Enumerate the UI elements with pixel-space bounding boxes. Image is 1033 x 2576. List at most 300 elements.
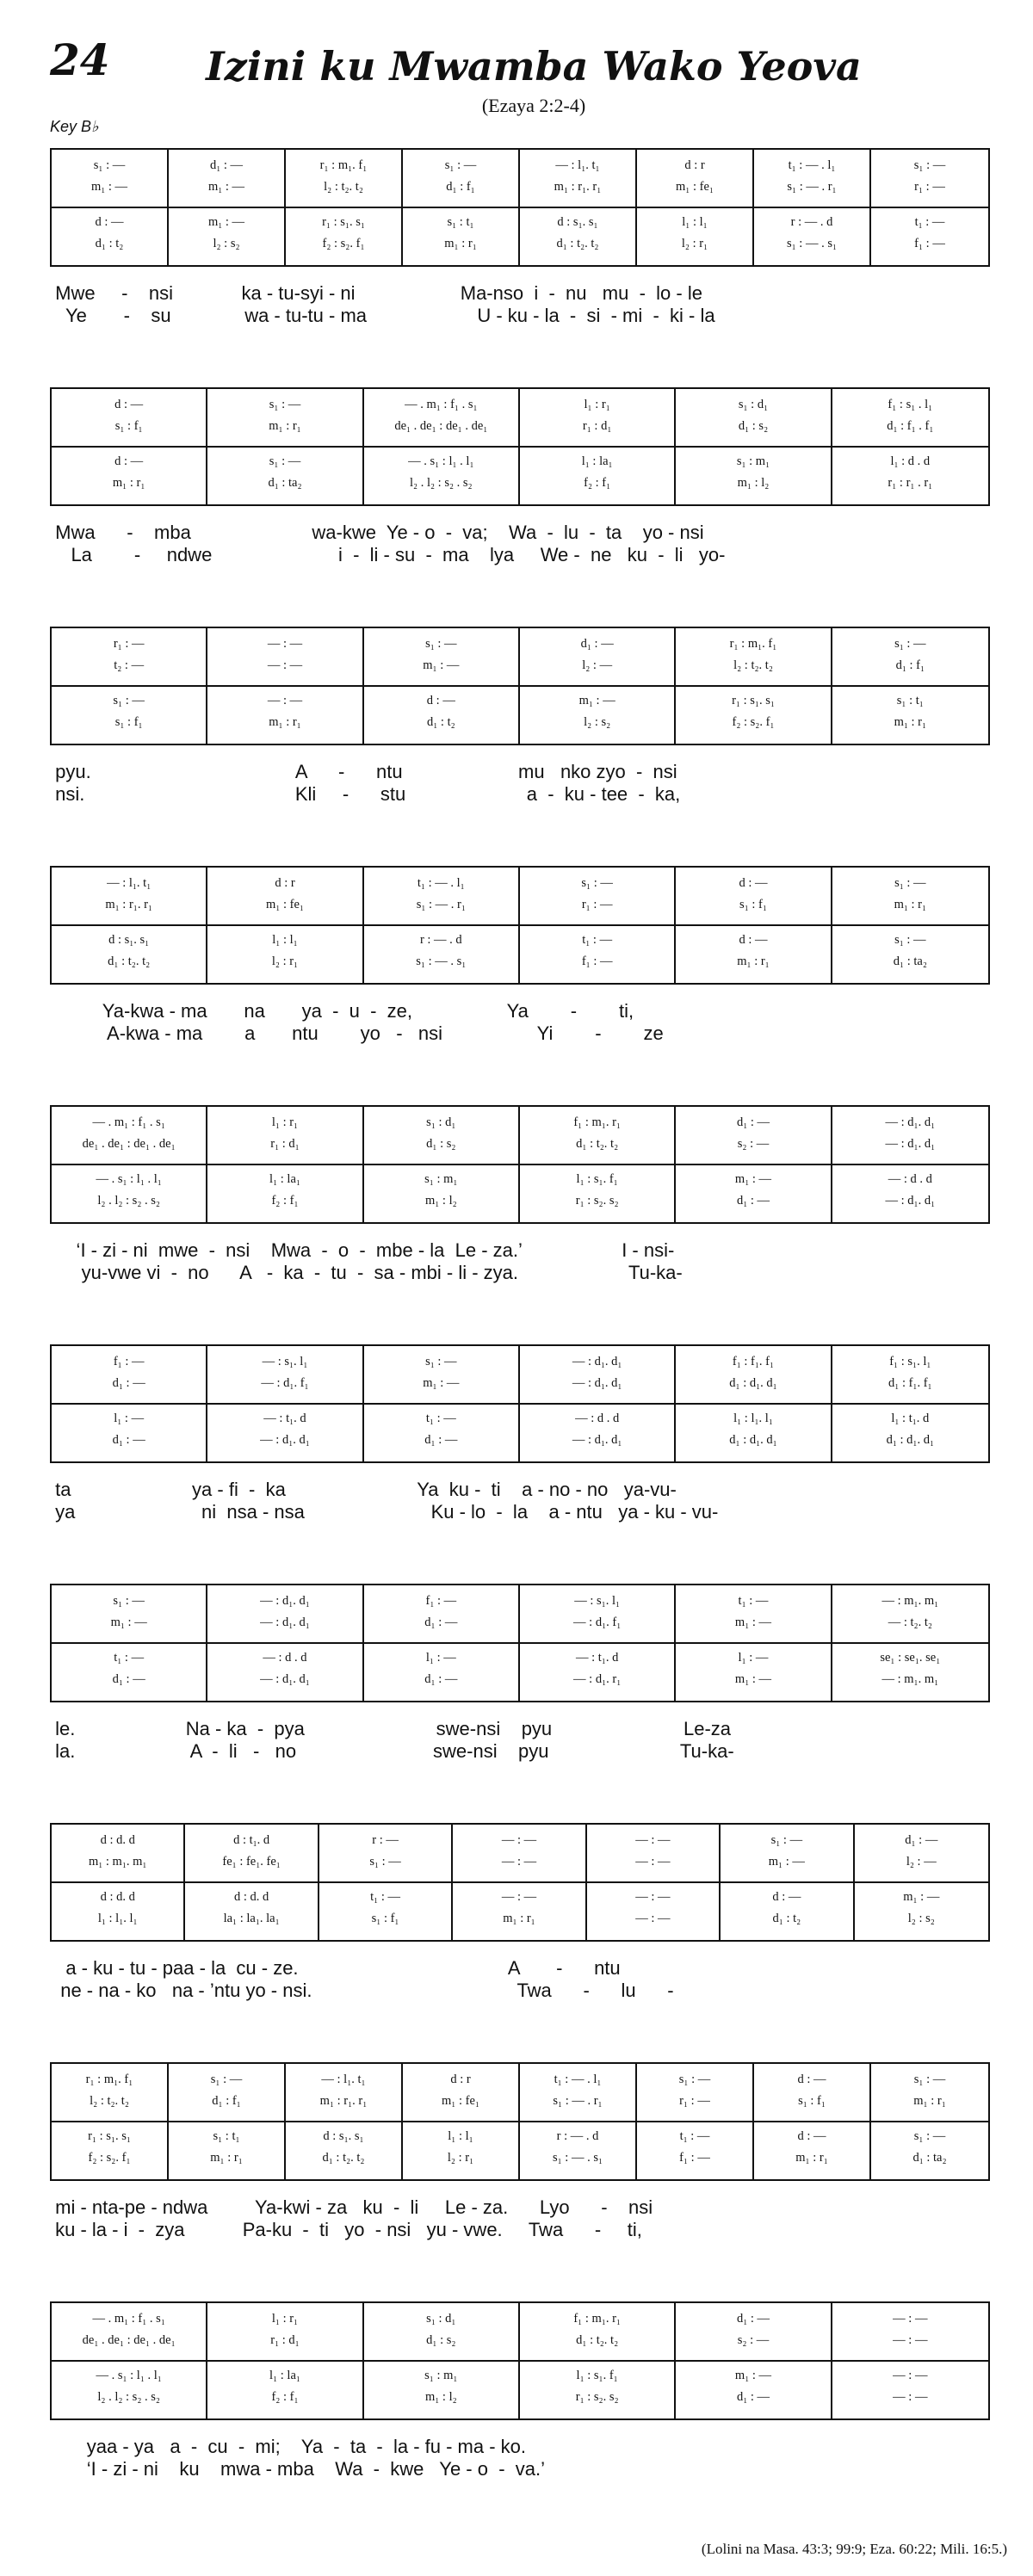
voice-notes: s₁ : d₁ [738, 398, 769, 411]
voice-notes: r₁ : d₁ [582, 419, 612, 433]
voice-notes: f₁ : m₁. r₁ [573, 2312, 621, 2326]
voice-notes: — : d₁. d₁ [572, 1355, 622, 1368]
measure [871, 2064, 988, 2179]
measure [207, 2303, 363, 2418]
voice-notes: d₁ : — [905, 1833, 938, 1847]
measure [207, 1346, 363, 1461]
voice-notes: r₁ : s₂. s₂ [575, 1194, 619, 1208]
voice-notes: m₁ : r₁ [210, 2151, 243, 2165]
voice-notes: s₁ : — . s₁ [786, 237, 838, 250]
voice-notes: f₁ : — [425, 1594, 457, 1608]
measure [637, 2064, 754, 2179]
song-title: Izini ku Mwamba Wako Yeova [206, 43, 862, 90]
voice-notes: f₁ : — [113, 1355, 145, 1368]
measure [52, 1825, 185, 1940]
voice-notes: m₁ : l₂ [737, 476, 770, 490]
voice-notes: d₁ : — [209, 158, 244, 172]
music-system [50, 1105, 990, 1283]
voice-notes: l₂ : — [582, 658, 613, 672]
voice-notes: d₁ : — [112, 1376, 145, 1390]
voice-notes: — : — [635, 1912, 671, 1925]
voice-notes: m₁ : r₁. r₁ [105, 898, 152, 911]
voice-notes: m₁ : r₁ [269, 715, 301, 729]
voice-notes: — : d₁. f₁ [261, 1376, 309, 1390]
voice-notes: de₁ . de₁ : de₁ . de₁ [394, 419, 488, 433]
voice-notes: l₁ : la₁ [581, 454, 613, 468]
voice-notes: s₁ : — . r₁ [416, 898, 466, 911]
voice-notes: m₁ : — [734, 1172, 772, 1186]
voice-notes: m₁ : — [207, 180, 245, 194]
lyrics-line: ne - na - ko na - ’ntu yo - nsi. Twa - lu - [50, 1980, 674, 2001]
measure [207, 868, 363, 983]
voice-notes: d₁ : f₁ [212, 2094, 241, 2108]
key-signature: Key B♭ [50, 118, 99, 135]
voice-notes: m₁ : r₁ [795, 2151, 828, 2165]
solfa-staff [50, 2301, 990, 2420]
solfa-staff [50, 148, 990, 267]
voice-notes: — : t₁. d [263, 1412, 306, 1425]
voice-notes: d₁ : d₁. d₁ [729, 1433, 777, 1447]
lyrics-line: ku - la - i - zya Pa-ku - ti yo - nsi yu - vwe. Twa - ti, [50, 2219, 642, 2240]
music-system [50, 1584, 990, 1762]
measure [52, 150, 169, 265]
voice-notes: f₁ : — [581, 954, 613, 968]
voice-notes: l₁ : la₁ [269, 1172, 300, 1186]
voice-notes: d₁ : ta₂ [268, 476, 302, 490]
voice-notes: s₁ : d₁ [426, 1115, 456, 1129]
voice-notes: d₁ : s₂ [738, 419, 769, 433]
measure [520, 1346, 676, 1461]
voice-notes: — : d₁. d₁ [885, 1115, 936, 1129]
voice-notes: d₁ : — [112, 1433, 145, 1447]
voice-notes: l₂ : r₁ [447, 2151, 474, 2165]
voice-notes: m₁ : fe₁ [442, 2094, 479, 2108]
voice-notes: m₁ : r₁. r₁ [554, 180, 602, 194]
voice-notes: l₂ . l₂ : s₂ . s₂ [97, 1194, 160, 1208]
voice-notes: s₁ : m₁ [424, 2369, 458, 2382]
measure [52, 1107, 207, 1222]
solfa-staff [50, 387, 990, 506]
voice-notes: r₁ : — [113, 637, 145, 651]
measure [676, 628, 832, 744]
voice-notes: m₁ : r₁ [503, 1912, 535, 1925]
voice-notes: — : — [267, 658, 303, 672]
voice-notes: f₁ : s₁. l₁ [889, 1355, 931, 1368]
voice-notes: s₁ : f₁ [114, 715, 143, 729]
voice-notes: r₁ : s₁. s₁ [88, 2129, 131, 2143]
voice-notes: — : s₁. l₁ [262, 1355, 308, 1368]
voice-notes: m₁ : — [768, 1855, 805, 1869]
voice-notes: f₁ : f₁. f₁ [732, 1355, 775, 1368]
voice-notes: — : d₁. r₁ [573, 1672, 622, 1686]
voice-notes: d : — [114, 454, 144, 468]
measure [207, 389, 363, 504]
voice-notes: d₁ : f₁ [895, 658, 925, 672]
voice-notes: s₁ : — [894, 876, 926, 890]
measure [364, 868, 520, 983]
voice-notes: — . m₁ : f₁ . s₁ [405, 398, 478, 411]
voice-notes: s₂ : — [737, 1137, 770, 1151]
voice-notes: l₂ : t₂. t₂ [90, 2094, 129, 2108]
voice-notes: — : — [893, 2312, 928, 2326]
voice-notes: l₁ : la₁ [269, 2369, 300, 2382]
measure [676, 868, 832, 983]
measure [520, 2303, 676, 2418]
voice-notes: d₁ : f₁ . f₁ [887, 419, 934, 433]
scripture-reference: (Ezaya 2:2-4) [481, 95, 586, 116]
voice-notes: l₂ : s₂ [584, 715, 611, 729]
measure [520, 389, 676, 504]
voice-notes: r₁ : — [679, 2094, 710, 2108]
voice-notes: s₁ : — [93, 158, 126, 172]
voice-notes: f₂ : s₂. f₁ [732, 715, 775, 729]
voice-notes: d₁ : ta₂ [912, 2151, 947, 2165]
voice-notes: d : s₁. s₁ [323, 2129, 364, 2143]
voice-notes: s₁ : — [770, 1833, 803, 1847]
lyrics-line: yu-vwe vi - no A - ka - tu - sa - mbi - li - zya. Tu-ka- [50, 1262, 683, 1283]
measure [520, 1107, 676, 1222]
voice-notes: r₁ : d₁ [270, 2333, 300, 2347]
voice-notes: r : — . d [556, 2129, 599, 2143]
voice-notes: r₁ : m₁. f₁ [319, 158, 368, 172]
voice-notes: d₁ : d₁. d₁ [886, 1433, 935, 1447]
voice-notes: — . s₁ : l₁ . l₁ [408, 454, 474, 468]
voice-notes: d₁ : — [424, 1433, 458, 1447]
voice-notes: m₁ : r₁. r₁ [319, 2094, 368, 2108]
voice-notes: d₁ : — [736, 1194, 770, 1208]
voice-notes: s₁ : — [425, 637, 457, 651]
voice-notes: s₁ : — [894, 933, 926, 947]
voice-notes: d₁ : t₂ [772, 1912, 801, 1925]
measure [364, 2303, 520, 2418]
voice-notes: fe₁ : fe₁. fe₁ [222, 1855, 281, 1869]
voice-notes: d : — [739, 876, 768, 890]
voice-notes: l₂ : s₂ [907, 1912, 935, 1925]
voice-notes: s₁ : — . r₁ [553, 2094, 603, 2108]
measure [364, 1585, 520, 1701]
measure [185, 1825, 319, 1940]
voice-notes: m₁ : r₁ [894, 715, 927, 729]
measure [676, 1107, 832, 1222]
footer-credit: (Lolini na Masa. 43:3; 99:9; Eza. 60:22; Mili. 16:5.) [701, 2541, 1007, 2557]
voice-notes: — : d . d [575, 1412, 620, 1425]
voice-notes: s₁ : — [678, 2073, 711, 2086]
lyrics-line: A-kwa - ma a ntu yo - nsi Yi - ze [50, 1022, 664, 1044]
music-system [50, 2301, 990, 2480]
voice-notes: m₁ : — [734, 1672, 772, 1686]
voice-notes: m₁ : — [734, 2369, 772, 2382]
measure [754, 2064, 871, 2179]
measure [169, 150, 286, 265]
music-system [50, 2062, 990, 2240]
voice-notes: l₂ : r₁ [271, 954, 299, 968]
voice-notes: s₁ : — [913, 2129, 946, 2143]
voice-notes: l₂ : s₂ [213, 237, 240, 250]
solfa-staff [50, 1584, 990, 1702]
measure [403, 150, 520, 265]
voice-notes: — : l₁. t₁ [107, 876, 152, 890]
voice-notes: t₁ : — . l₁ [417, 876, 465, 890]
voice-notes: d : t₁. d [233, 1833, 270, 1847]
voice-notes: s₁ : m₁ [736, 454, 770, 468]
voice-notes: f₁ : — [914, 237, 945, 250]
voice-notes: de₁ . de₁ : de₁ . de₁ [82, 1137, 176, 1151]
voice-notes: m₁ : — [90, 180, 128, 194]
solfa-staff [50, 2062, 990, 2181]
music-system [50, 387, 990, 565]
lyrics-line: Ya-kwa - ma na ya - u - ze, Ya - ti, [50, 1000, 634, 1022]
voice-notes: d : — [95, 215, 124, 229]
voice-notes: l₁ : l₁ [448, 2129, 473, 2143]
lyrics-line: Ye - su wa - tu-tu - ma U - ku - la - si - mi - ki - la [50, 305, 715, 326]
voice-notes: m₁ : r₁ [737, 954, 770, 968]
voice-notes: d : d. d [100, 1833, 135, 1847]
voice-notes: la₁ : la₁. la₁ [223, 1912, 280, 1925]
lyrics-line: Mwa - mba wa-kwe Ye - o - va; Wa - lu - ta yo - nsi [50, 522, 704, 543]
voice-notes: — : — [635, 1890, 671, 1904]
voice-notes: m₁ : r₁ [894, 898, 927, 911]
voice-notes: d : d. d [233, 1890, 269, 1904]
voice-notes: m₁ : — [423, 658, 460, 672]
voice-notes: — . m₁ : f₁ . s₁ [92, 2312, 165, 2326]
measure [832, 1346, 988, 1461]
voice-notes: m₁ : r₁ [112, 476, 145, 490]
voice-notes: m₁ : r₁ [269, 419, 301, 433]
voice-notes: — : — [635, 1855, 671, 1869]
voice-notes: l₁ : l₁ [682, 215, 708, 229]
voice-notes: f₂ : f₁ [271, 2390, 299, 2404]
voice-notes: — : t₁. d [575, 1651, 619, 1665]
lyrics-line: a - ku - tu - paa - la cu - ze. A - ntu [50, 1957, 621, 1979]
voice-notes: l₁ : r₁ [271, 1115, 299, 1129]
solfa-staff [50, 1344, 990, 1463]
measure [364, 389, 520, 504]
measure [676, 389, 832, 504]
voice-notes: — : d . d [263, 1651, 307, 1665]
voice-notes: — : d₁. d₁ [260, 1672, 310, 1686]
voice-notes: l₁ : — [738, 1651, 769, 1665]
voice-notes: l₂ : — [906, 1855, 937, 1869]
voice-notes: — : — [501, 1833, 537, 1847]
voice-notes: m₁ : l₂ [424, 1194, 457, 1208]
lyrics-line: ‘I - zi - ni ku mwa - mba Wa - kwe Ye - o - va.’ [50, 2458, 545, 2480]
measure [207, 1585, 363, 1701]
measure [520, 1585, 676, 1701]
voice-notes: r₁ : — [581, 898, 613, 911]
voice-notes: l₁ : d . d [890, 454, 931, 468]
voice-notes: d₁ : — [424, 1672, 458, 1686]
voice-notes: m₁ : m₁. m₁ [88, 1855, 147, 1869]
measure [676, 2303, 832, 2418]
voice-notes: s₁ : — [113, 694, 145, 707]
lyrics-line: Mwe - nsi ka - tu-syi - ni Ma-nso i - nu mu - lo - le [50, 282, 702, 304]
lyrics-line: mi - nta-pe - ndwa Ya-kwi - za ku - li Le - za. Lyo - nsi [50, 2196, 653, 2218]
voice-notes: f₁ : — [679, 2151, 710, 2165]
voice-notes: de₁ . de₁ : de₁ . de₁ [82, 2333, 176, 2347]
voice-notes: r₁ : m₁. f₁ [729, 637, 777, 651]
voice-notes: l₁ : l₁. l₁ [97, 1912, 138, 1925]
music-system [50, 627, 990, 805]
voice-notes: t₁ : — [914, 215, 945, 229]
measure [832, 1107, 988, 1222]
voice-notes: d : — [426, 694, 455, 707]
voice-notes: r : — . d [790, 215, 833, 229]
voice-notes: f₁ : s₁ . l₁ [888, 398, 933, 411]
voice-notes: r₁ : d₁ [270, 1137, 300, 1151]
voice-notes: d : s₁. s₁ [108, 933, 150, 947]
lyrics-line: yaa - ya a - cu - mi; Ya - ta - la - fu - ma - ko. [50, 2436, 526, 2457]
voice-notes: m₁ : fe₁ [676, 180, 714, 194]
measure [832, 1585, 988, 1701]
voice-notes: d : — [772, 1890, 801, 1904]
voice-notes: — : d₁. d₁ [260, 1615, 310, 1629]
measure [587, 1825, 721, 1940]
voice-notes: m₁ : — [578, 694, 615, 707]
voice-notes: d : — [797, 2073, 826, 2086]
voice-notes: l₁ : t₁. d [891, 1412, 930, 1425]
voice-notes: s₁ : — [269, 454, 301, 468]
voice-notes: r₁ : m₁. f₁ [85, 2073, 133, 2086]
voice-notes: r₁ : — [914, 180, 945, 194]
voice-notes: d₁ : — [424, 1615, 458, 1629]
voice-notes: t₂ : — [114, 658, 145, 672]
voice-notes: d₁ : ta₂ [893, 954, 927, 968]
voice-notes: d₁ : — [736, 1115, 770, 1129]
voice-notes: m₁ : — [207, 215, 245, 229]
voice-notes: — : — [635, 1833, 671, 1847]
voice-notes: — : — [501, 1890, 537, 1904]
voice-notes: — : d . d [888, 1172, 932, 1186]
voice-notes: f₂ : s₂. f₁ [322, 237, 365, 250]
voice-notes: d₁ : — [580, 637, 614, 651]
measure [364, 1346, 520, 1461]
measure [403, 2064, 520, 2179]
voice-notes: t₁ : — [738, 1594, 769, 1608]
voice-notes: r : — [372, 1833, 399, 1847]
measure [520, 868, 676, 983]
voice-notes: d : s₁. s₁ [557, 215, 598, 229]
measure [832, 628, 988, 744]
voice-notes: — : d₁. d₁ [885, 1194, 936, 1208]
measure [286, 150, 403, 265]
voice-notes: s₁ : — [425, 1355, 457, 1368]
voice-notes: r₁ : s₁. s₁ [322, 215, 365, 229]
voice-notes: l₂ : t₂. t₂ [324, 180, 363, 194]
measure [207, 628, 363, 744]
lyrics-line: pyu. A - ntu mu nko zyo - nsi [50, 761, 677, 782]
voice-notes: — . m₁ : f₁ . s₁ [92, 1115, 165, 1129]
voice-notes: d₁ : t₂. t₂ [576, 1137, 619, 1151]
voice-notes: — : s₁. l₁ [574, 1594, 621, 1608]
measure [52, 2064, 169, 2179]
measure [754, 150, 871, 265]
voice-notes: m₁ : r₁ [913, 2094, 946, 2108]
measure [871, 150, 988, 265]
voice-notes: — . s₁ : l₁ . l₁ [96, 1172, 162, 1186]
lyrics-line: La - ndwe i - li - su - ma lya We - ne ku - li yo- [50, 544, 726, 565]
voice-notes: l₂ : t₂. t₂ [733, 658, 773, 672]
voice-notes: t₁ : — [582, 933, 613, 947]
voice-notes: t₁ : — [114, 1651, 145, 1665]
voice-notes: s₁ : — . s₁ [416, 954, 467, 968]
voice-notes: s₁ : — . r₁ [787, 180, 837, 194]
voice-notes: m₁ : r₁ [444, 237, 477, 250]
voice-notes: s₁ : — [581, 876, 613, 890]
voice-notes: l₂ . l₂ : s₂ . s₂ [410, 476, 473, 490]
voice-notes: — : — [501, 1855, 537, 1869]
voice-notes: d₁ : t₂. t₂ [322, 2151, 365, 2165]
solfa-staff [50, 1823, 990, 1942]
measure [832, 2303, 988, 2418]
solfa-staff [50, 866, 990, 985]
voice-notes: — . s₁ : l₁ . l₁ [96, 2369, 162, 2382]
voice-notes: l₁ : r₁ [584, 398, 610, 411]
voice-notes: d₁ : s₂ [426, 2333, 456, 2347]
measure [207, 1107, 363, 1222]
voice-notes: l₁ : — [114, 1412, 145, 1425]
voice-notes: d : — [739, 933, 768, 947]
voice-notes: — : m₁. m₁ [881, 1672, 939, 1686]
voice-notes: s₁ : — [913, 2073, 946, 2086]
voice-notes: — : m₁. m₁ [881, 1594, 939, 1608]
voice-notes: s₁ : t₁ [447, 215, 474, 229]
lyrics-line: ‘I - zi - ni mwe - nsi Mwa - o - mbe - la Le - za.’ I - nsi- [50, 1239, 675, 1261]
measure [52, 1585, 207, 1701]
voice-notes: l₁ : r₁ [271, 2312, 299, 2326]
voice-notes: f₂ : f₁ [584, 476, 611, 490]
measure [676, 1346, 832, 1461]
voice-notes: f₂ : f₁ [271, 1194, 299, 1208]
voice-notes: — : — [893, 2390, 928, 2404]
voice-notes: — : — [893, 2333, 928, 2347]
lyrics-line: le. Na - ka - pya swe-nsi pyu Le-za [50, 1718, 732, 1739]
voice-notes: d₁ : — [112, 1672, 145, 1686]
voice-notes: se₁ : se₁. se₁ [880, 1651, 941, 1665]
lyrics-line: ta ya - fi - ka Ya ku - ti a - no - no ya-vu- [50, 1479, 677, 1500]
voice-notes: d : — [797, 2129, 826, 2143]
lyrics-line: ya ni nsa - nsa Ku - lo - la a - ntu ya - ku - vu- [50, 1501, 719, 1523]
voice-notes: r₁ : r₁ . r₁ [888, 476, 933, 490]
measure [52, 628, 207, 744]
voice-notes: s₁ : t₁ [896, 694, 924, 707]
voice-notes: d₁ : — [736, 2390, 770, 2404]
voice-notes: s₁ : f₁ [114, 419, 143, 433]
measure [637, 150, 754, 265]
voice-notes: d₁ : t₂ [95, 237, 124, 250]
voice-notes: — : d₁. f₁ [573, 1615, 622, 1629]
voice-notes: s₁ : — [444, 158, 477, 172]
voice-notes: — : d₁. d₁ [260, 1433, 310, 1447]
voice-notes: t₁ : — . l₁ [788, 158, 836, 172]
voice-notes: l₁ : s₁. f₁ [576, 1172, 618, 1186]
voice-notes: s₁ : — [269, 398, 301, 411]
voice-notes: d₁ : s₂ [426, 1137, 456, 1151]
voice-notes: t₁ : — . l₁ [554, 2073, 602, 2086]
voice-notes: — : — [893, 2369, 928, 2382]
measure [364, 628, 520, 744]
voice-notes: — : l₁. t₁ [321, 2073, 366, 2086]
voice-notes: s₁ : — . s₁ [552, 2151, 603, 2165]
measure [855, 1825, 988, 1940]
voice-notes: d : r [450, 2073, 471, 2086]
voice-notes: s₁ : — [913, 158, 946, 172]
measure [520, 2064, 637, 2179]
measure [319, 1825, 453, 1940]
music-system [50, 148, 990, 326]
voice-notes: f₂ : s₂. f₁ [88, 2151, 131, 2165]
voice-notes: m₁ : — [110, 1615, 147, 1629]
voice-notes: m₁ : l₂ [424, 2390, 457, 2404]
